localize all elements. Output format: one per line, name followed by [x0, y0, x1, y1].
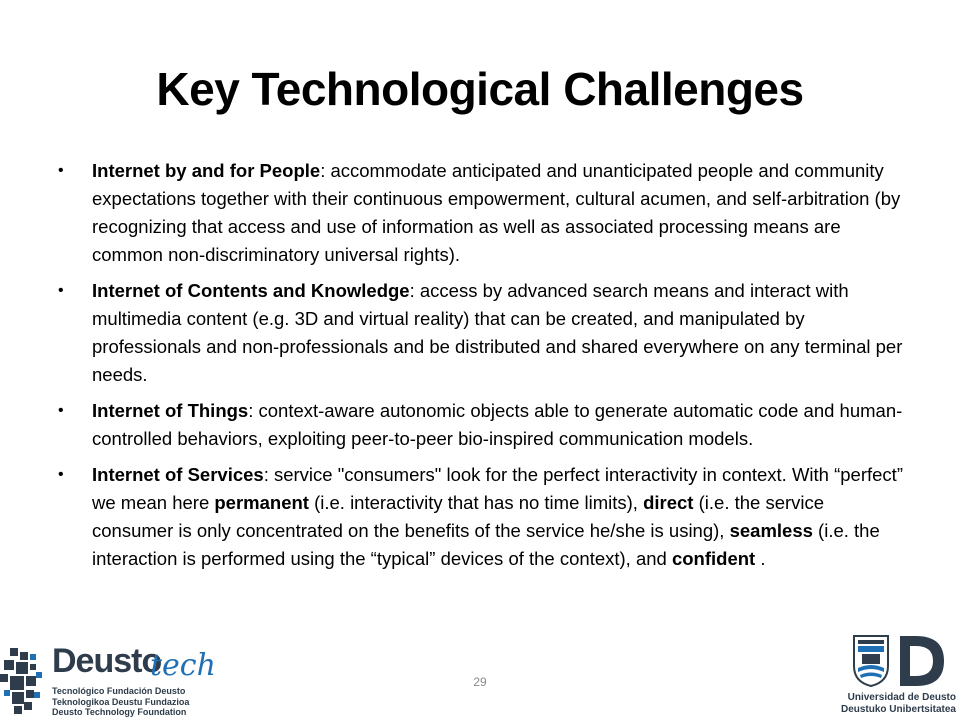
bullet-text: : accommodate anticipated and unanticipated people and community expectations together with their continuous empowerment, cultural acumen, and self-arbitration (by recognizing that access and use of information as well as associated processing means are common non-discriminatory universal rights).: [92, 160, 901, 265]
bullet-term: Internet of Things: [92, 400, 249, 421]
bullet-dot: •: [58, 466, 64, 483]
bullet-text: (i.e. the interaction is performed using the “typical” devices of the context), and: [92, 520, 880, 569]
bullet-dot: •: [58, 162, 64, 179]
bullet-list: [58, 157, 908, 581]
page-number: 29: [473, 675, 487, 689]
bullet-emphasis: confident: [671, 548, 756, 569]
bullet-dot: •: [58, 402, 64, 419]
bullet-item: [58, 461, 908, 573]
bullet-text: : access by advanced search means and interact with multimedia content (e.g. 3D and virtual reality) that can be created, and manipulated by professionals and non-professionals and be distributed and shared everywhere on any terminal per needs.: [92, 280, 903, 385]
bullet-text: : context-aware autonomic objects able to generate automatic code and human-controlled behaviors, exploiting peer-to-peer bio-inspired communication models.: [92, 400, 903, 449]
bullet-dot: •: [58, 282, 64, 299]
bullet-item: [58, 397, 908, 453]
deustotech-tagline: Tecnológico Fundación Deusto Teknologikoa Deustu Fundazioa Deusto Technology Foundation: [52, 686, 190, 717]
bullet-text: (i.e. interactivity that has no time limits),: [308, 492, 644, 513]
university-name: Universidad de Deusto Deustuko Unibertsitatea: [840, 692, 956, 715]
bullet-emphasis: permanent: [214, 492, 309, 513]
slide-title: Key Technological Challenges: [156, 63, 804, 115]
university-logo: [836, 632, 956, 720]
bullet-text: .: [755, 548, 766, 569]
bullet-item: [58, 157, 908, 269]
bullet-text: : service "consumers" look for the perfect interactivity in context. With “perfect” we mean here: [92, 464, 903, 513]
bullet-term: Internet by and for People: [92, 160, 321, 181]
bullet-emphasis: direct: [643, 492, 694, 513]
bullet-term: Internet of Contents and Knowledge: [92, 280, 410, 301]
university-crest-icon: [836, 632, 956, 690]
bullet-item: [58, 277, 908, 389]
deustotech-wordmark: Deusto: [52, 642, 162, 680]
bullet-term: Internet of Services: [92, 464, 264, 485]
bullet-text: (i.e. the service consumer is only concentrated on the benefits of the service he/she is using),: [92, 492, 825, 541]
deustotech-logo: [0, 628, 260, 720]
deustotech-tech: tech: [150, 648, 216, 683]
bullet-emphasis: seamless: [729, 520, 813, 541]
pixel-figure-icon: [0, 630, 44, 720]
